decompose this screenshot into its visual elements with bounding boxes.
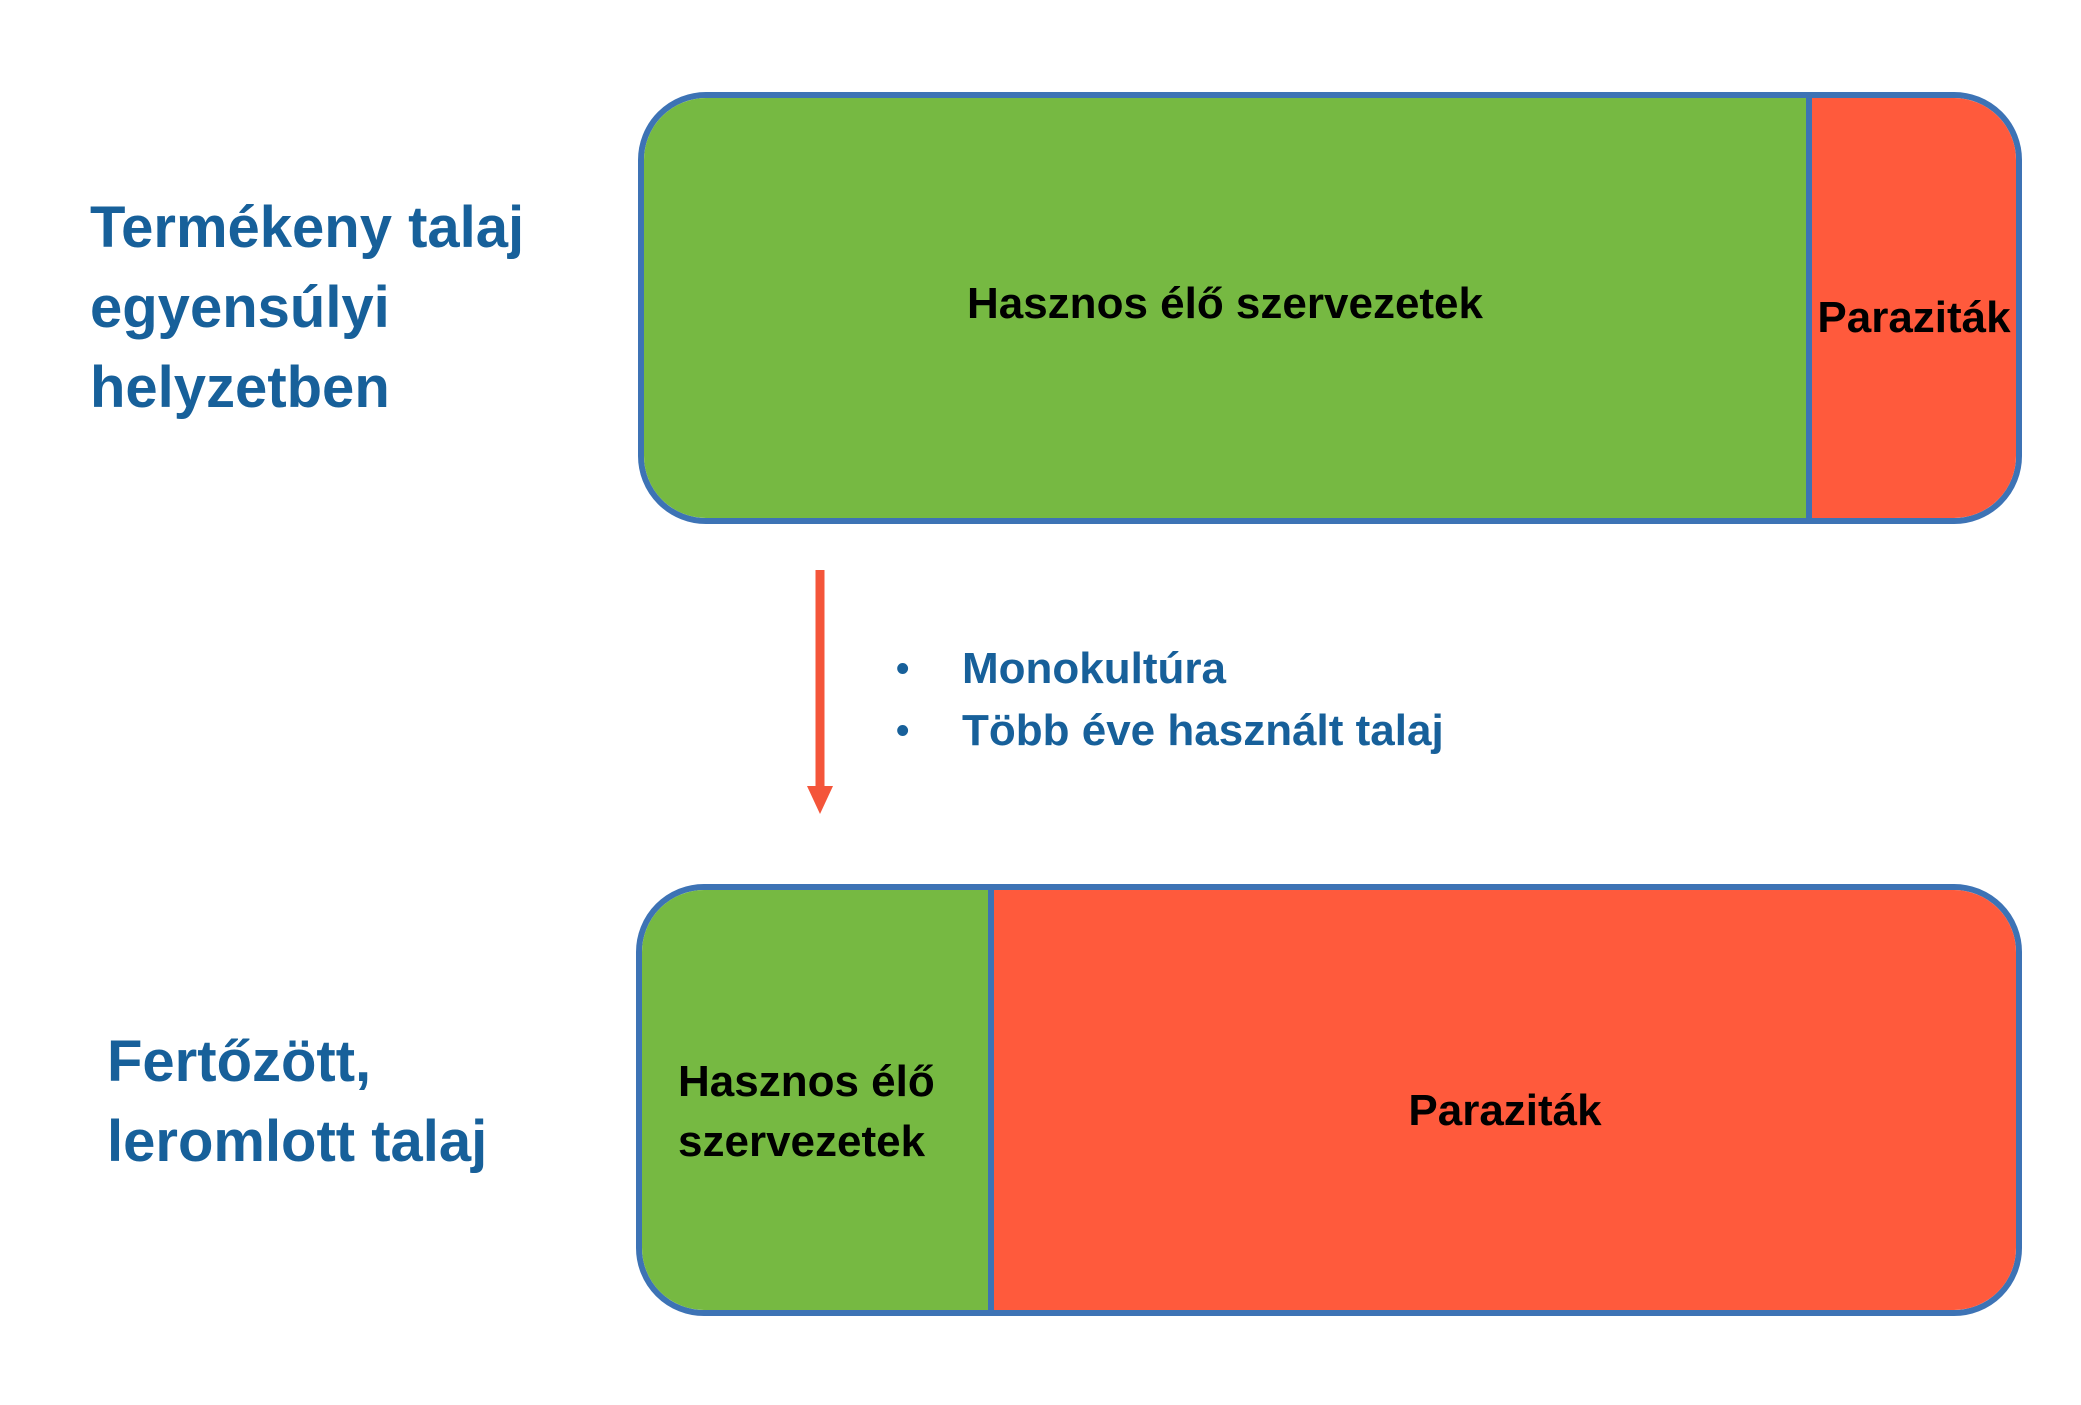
degraded-soil-bar xyxy=(636,884,2022,1316)
parasites-segment: Paraziták xyxy=(1812,98,2016,518)
parasites-segment: Paraziták xyxy=(994,890,2016,1310)
cause-item xyxy=(896,638,1444,700)
cause-list xyxy=(896,638,1444,762)
degraded-soil-label: Fertőzött, leromlott talaj xyxy=(107,1029,488,1174)
beneficial-organisms-segment: Hasznos élő szervezetek xyxy=(642,890,994,1310)
down-arrow-icon xyxy=(800,568,840,818)
fertile-soil-label: Termékeny talaj egyensúlyi helyzetben xyxy=(90,195,525,420)
cause-text: Monokultúra xyxy=(962,644,1226,693)
bullet-icon: • xyxy=(896,710,910,752)
cause-text: Több éve használt talaj xyxy=(962,706,1444,755)
beneficial-organisms-segment: Hasznos élő szervezetek xyxy=(644,98,1812,518)
cause-item xyxy=(896,700,1444,762)
bullet-icon: • xyxy=(896,648,910,690)
fertile-soil-bar xyxy=(638,92,2022,524)
